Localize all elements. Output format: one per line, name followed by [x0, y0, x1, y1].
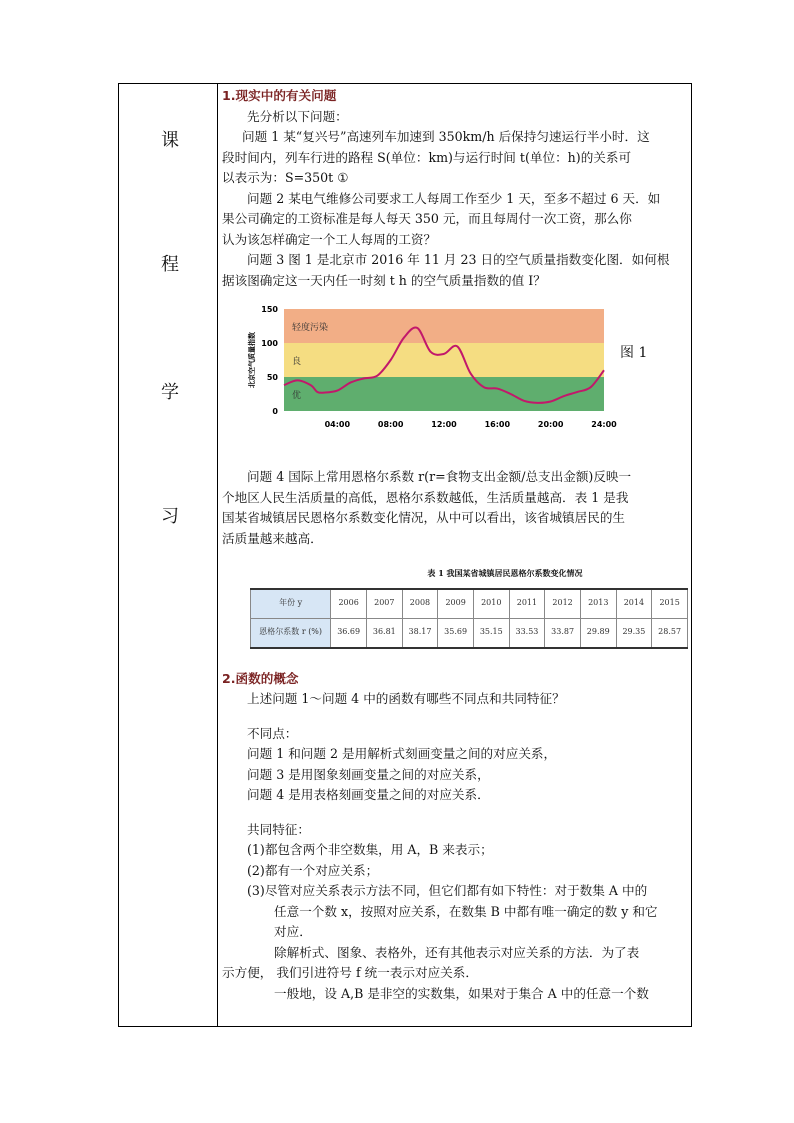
table1-title: 表 1 我国某省城镇居民恩格尔系数变化情况	[427, 568, 583, 578]
x-tick-label: 08:00	[377, 420, 404, 429]
lesson-content	[222, 86, 688, 1004]
question-text: 上述问题 1～问题 4 中的函数有哪些不同点和共同特征？	[247, 691, 565, 706]
problem3-line1: 问题 3 图 1 是北京市 2016 年 11 月 23 日的空气质量指数变化图．如何根	[247, 252, 670, 267]
diff-title: 不同点：	[247, 725, 298, 741]
table-cell: 38.17	[402, 618, 438, 648]
problem1-line3: 以表示为：S=350t ①	[222, 170, 349, 185]
band-label: 良	[292, 357, 302, 367]
section2-heading: 2.函数的概念	[222, 670, 299, 686]
paragraph-6: 一般地，设 A,B 是非空的实数集，如果对于集合 A 中的任意一个数	[274, 985, 649, 1001]
table-row-values	[251, 618, 688, 648]
paragraph-5-line1: 除解析式、图象、表格外，还有其他表示对应关系的方法．为了表	[274, 944, 640, 960]
x-tick-label: 12:00	[431, 420, 457, 429]
table-cell: 2006	[331, 589, 367, 619]
band-label: 轻度污染	[292, 323, 329, 333]
table-cell: 29.35	[616, 618, 652, 648]
table-cell: 2012	[545, 589, 581, 619]
problem3-line2: 据该图确定这一天内任一时刻 t h 的空气质量指数的值 I？	[222, 272, 546, 288]
table-row-years	[251, 589, 688, 619]
table-cell: 29.89	[580, 618, 616, 648]
engel-table	[250, 588, 688, 649]
table-cell: 36.69	[331, 618, 367, 648]
common-title: 共同特征：	[247, 821, 310, 837]
table-cell: 35.69	[438, 618, 474, 648]
side-char-3: 学	[161, 382, 179, 403]
aqi-chart	[222, 297, 662, 447]
problem1-line2: 段时间内，列车行进的路程 S(单位：km)与运行时间 t(单位：h)的关系可	[222, 149, 632, 165]
side-char-1: 课	[161, 130, 179, 151]
table-cell: 2008	[402, 589, 438, 619]
table-cell: 28.57	[652, 618, 688, 648]
table-cell: 33.53	[509, 618, 545, 648]
common-item-3-line1: (3)尽管对应关系表示方法不同，但它们都有如下特性：对于数集 A 中的	[247, 883, 648, 898]
problem2-line2: 果公司确定的工资标准是每人每天 350 元，而且每周付一次工资，那么你	[222, 211, 632, 226]
table-cell: 2011	[509, 589, 545, 619]
problem2-line3: 认为该怎样确定一个工人每周的工资？	[222, 231, 437, 247]
diff-item-3: 问题 4 是用表格刻画变量之间的对应关系．	[247, 787, 490, 802]
y-tick-label: 150	[261, 305, 278, 314]
table-cell: 2010	[473, 589, 509, 619]
problem2-line1: 问题 2 某电气维修公司要求工人每周工作至少 1 天，至多不超过 6 天．如	[247, 190, 661, 206]
side-char-4: 习	[161, 506, 179, 527]
common-item-3-line3: 对应．	[274, 924, 312, 939]
band-50	[284, 343, 604, 377]
intro-text: 先分析以下问题：	[247, 108, 348, 124]
table-cell: 2009	[438, 589, 474, 619]
y-tick-label: 50	[266, 373, 278, 382]
table-cell: 2014	[616, 589, 652, 619]
band-label: 优	[292, 391, 302, 401]
common-item-1: (1)都包含两个非空数集，用 A，B 来表示；	[247, 842, 493, 857]
y-axis-label: 北京空气质量指数	[248, 332, 256, 388]
aqi-chart-container	[222, 297, 688, 447]
table-cell: 2015	[652, 589, 688, 619]
x-tick-label: 16:00	[484, 420, 511, 429]
x-tick-label: 24:00	[591, 420, 617, 429]
table-cell: 2013	[580, 589, 616, 619]
x-tick-label: 20:00	[537, 420, 564, 429]
y-tick-label: 100	[261, 339, 278, 348]
problem4-line1: 问题 4 国际上常用恩格尔系数 r(r=食物支出金额/总支出金额)反映一	[247, 469, 632, 484]
band-0	[284, 377, 604, 411]
problem4-line3: 国某省城镇居民恩格尔系数变化情况，从中可以看出，该省城镇居民的生	[222, 510, 625, 525]
table-cell: 36.81	[366, 618, 402, 648]
diff-item-1: 问题 1 和问题 2 是用解析式刻画变量之间的对应关系，	[247, 746, 557, 761]
table-cell: 33.87	[545, 618, 581, 648]
table-header-year: 年份 y	[251, 589, 331, 619]
figure-label: 图 1	[620, 345, 648, 361]
section1-heading: 1.现实中的有关问题	[222, 88, 337, 103]
table-cell: 2007	[366, 589, 402, 619]
y-tick-label: 0	[272, 407, 278, 416]
diff-item-2: 问题 3 是用图象刻画变量之间的对应关系，	[247, 766, 490, 782]
band-100	[284, 309, 604, 343]
common-item-3-line2: 任意一个数 x，按照对应关系，在数集 B 中都有唯一确定的数 y 和它	[274, 903, 658, 919]
problem4-line4: 活质量越来越高．	[222, 530, 323, 546]
problem4-line2: 个地区人民生活质量的高低，恩格尔系数越低，生活质量越高．表 1 是我	[222, 489, 629, 505]
table-cell: 35.15	[473, 618, 509, 648]
side-char-2: 程	[161, 254, 179, 275]
paragraph-5-line2: 示方便， 我们引进符号 f 统一表示对应关系．	[222, 965, 478, 980]
column-divider	[217, 83, 218, 1027]
table-header-engel: 恩格尔系数 r (%)	[251, 618, 331, 648]
x-tick-label: 04:00	[324, 420, 351, 429]
common-item-2: (2)都有一个对应关系；	[247, 862, 379, 878]
problem1-line1: 问题 1 某“复兴号”高速列车加速到 350km/h 后保持匀速运行半小时．这	[242, 129, 650, 144]
